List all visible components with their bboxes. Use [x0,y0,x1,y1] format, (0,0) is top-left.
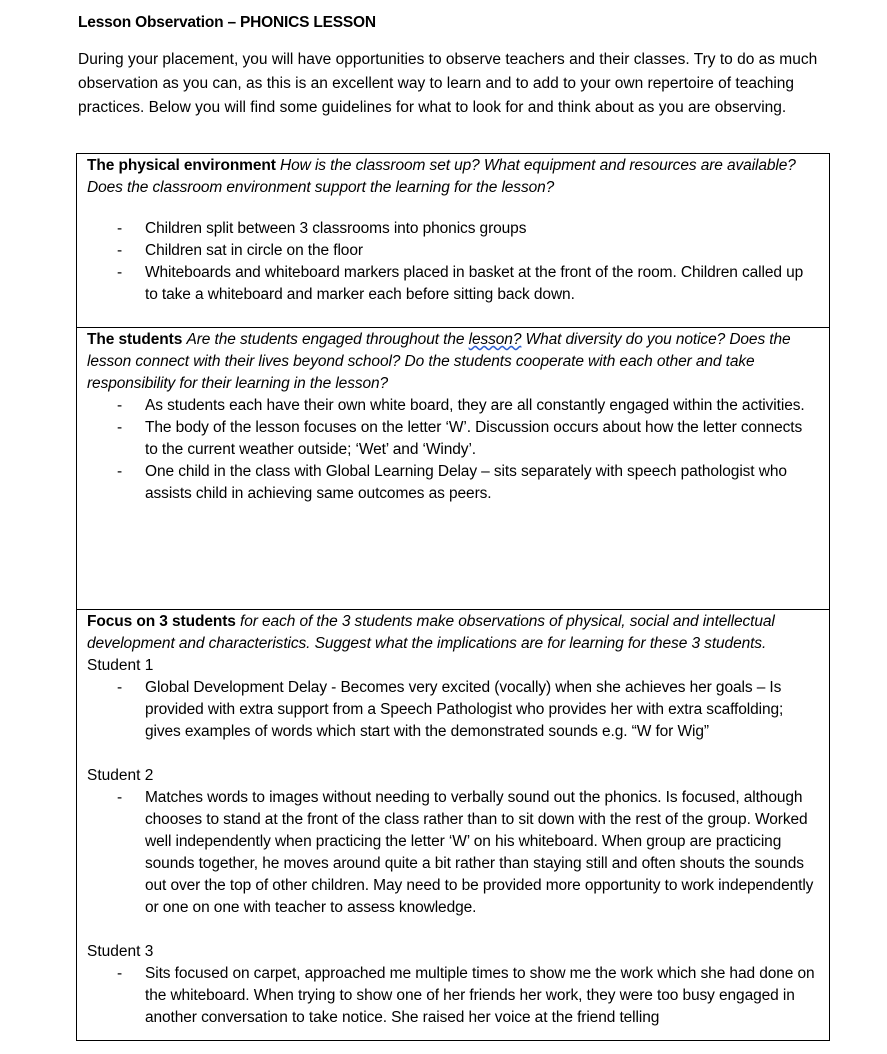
heading-label: Focus on 3 students [87,613,236,630]
page-title: Lesson Observation – PHONICS LESSON [78,14,376,31]
heading-label: The students [87,331,183,348]
intro-paragraph: During your placement, you will have opportunities to observe teachers and their classes. Try to do as much observation as you can, as this is an excellent way to learn and to add to your own repertoire of teaching practices. Below you will find some guidelines for what to look for and think about as you are observing. [78,51,818,116]
bullet-list [87,395,819,505]
heading-prompt: for each of the 3 students make observations of physical, social and intellectual development and characteristics. Suggest what the implications are for learning for these 3 students. [87,613,775,652]
spacer [87,919,819,941]
list-item: - Children split between 3 classrooms into phonics groups [87,218,819,240]
list-item: - One child in the class with Global Learning Delay – sits separately with speech pathologist who assists child in achieving same outcomes as peers. [87,461,819,505]
section-focus-students [77,609,829,1042]
student-2-label: Student 2 [87,767,154,784]
spellcheck-word: lesson? [468,331,522,348]
bullet-list [87,677,819,743]
section-heading [87,154,819,199]
spacer [87,743,819,765]
prompt-part: Are the students engaged throughout the [186,331,465,348]
student-1-label: Student 1 [87,657,154,674]
observation-table [76,153,830,1041]
section-students [77,327,829,609]
list-item: - As students each have their own white board, they are all constantly engaged within the activities. [87,395,819,417]
list-item: - Whiteboards and whiteboard markers placed in basket at the front of the room. Children called up to take a whiteboard and marker each before sitting back down. [87,262,819,306]
heading-prompt [87,331,791,392]
bullet-list [87,787,819,919]
section-heading [87,610,819,655]
heading-prompt: How is the classroom set up? What equipment and resources are available? Does the classroom environment support the learning for the lesson? [87,157,796,196]
list-item: - The body of the lesson focuses on the letter ‘W’. Discussion occurs about how the letter connects to the current weather outside; ‘Wet’ and ‘Windy’. [87,417,819,461]
section-physical-environment [77,154,829,327]
student-3-label: Student 3 [87,943,154,960]
list-item: - Global Development Delay - Becomes very excited (vocally) when she achieves her goals – Is provided with extra support from a Speech Pathologist who provides her with extra scaffolding; gives examples of words which start with the demonstrated sounds e.g. “W for Wig” [87,677,819,743]
section-heading [87,328,819,395]
prompt-part: What diversity do you notice? Does the lesson connect with their lives beyond school? Do the students cooperate with each other and take responsibility for their learning in the lesson? [87,331,791,392]
heading-label: The physical environment [87,157,276,174]
bullet-list [87,963,819,1029]
list-item: - Sits focused on carpet, approached me multiple times to show me the work which she had done on the whiteboard. When trying to show one of her friends her work, they were too busy engaged in another conversation to take notice. She raised her voice at the friend telling [87,963,819,1029]
list-item: - Children sat in circle on the floor [87,240,819,262]
bullet-list [87,218,819,306]
list-item: - Matches words to images without needing to verbally sound out the phonics. Is focused, although chooses to stand at the front of the class rather than to sit down with the rest of the group. Worked well independently when practicing the letter ‘W’ on his whiteboard. When group are practicing sounds together, he moves around quite a bit rather than staying still and often shouts the sounds out over the top of other children. May need to be provided more opportunity to work independently or one on one with teacher to assess knowledge. [87,787,819,919]
